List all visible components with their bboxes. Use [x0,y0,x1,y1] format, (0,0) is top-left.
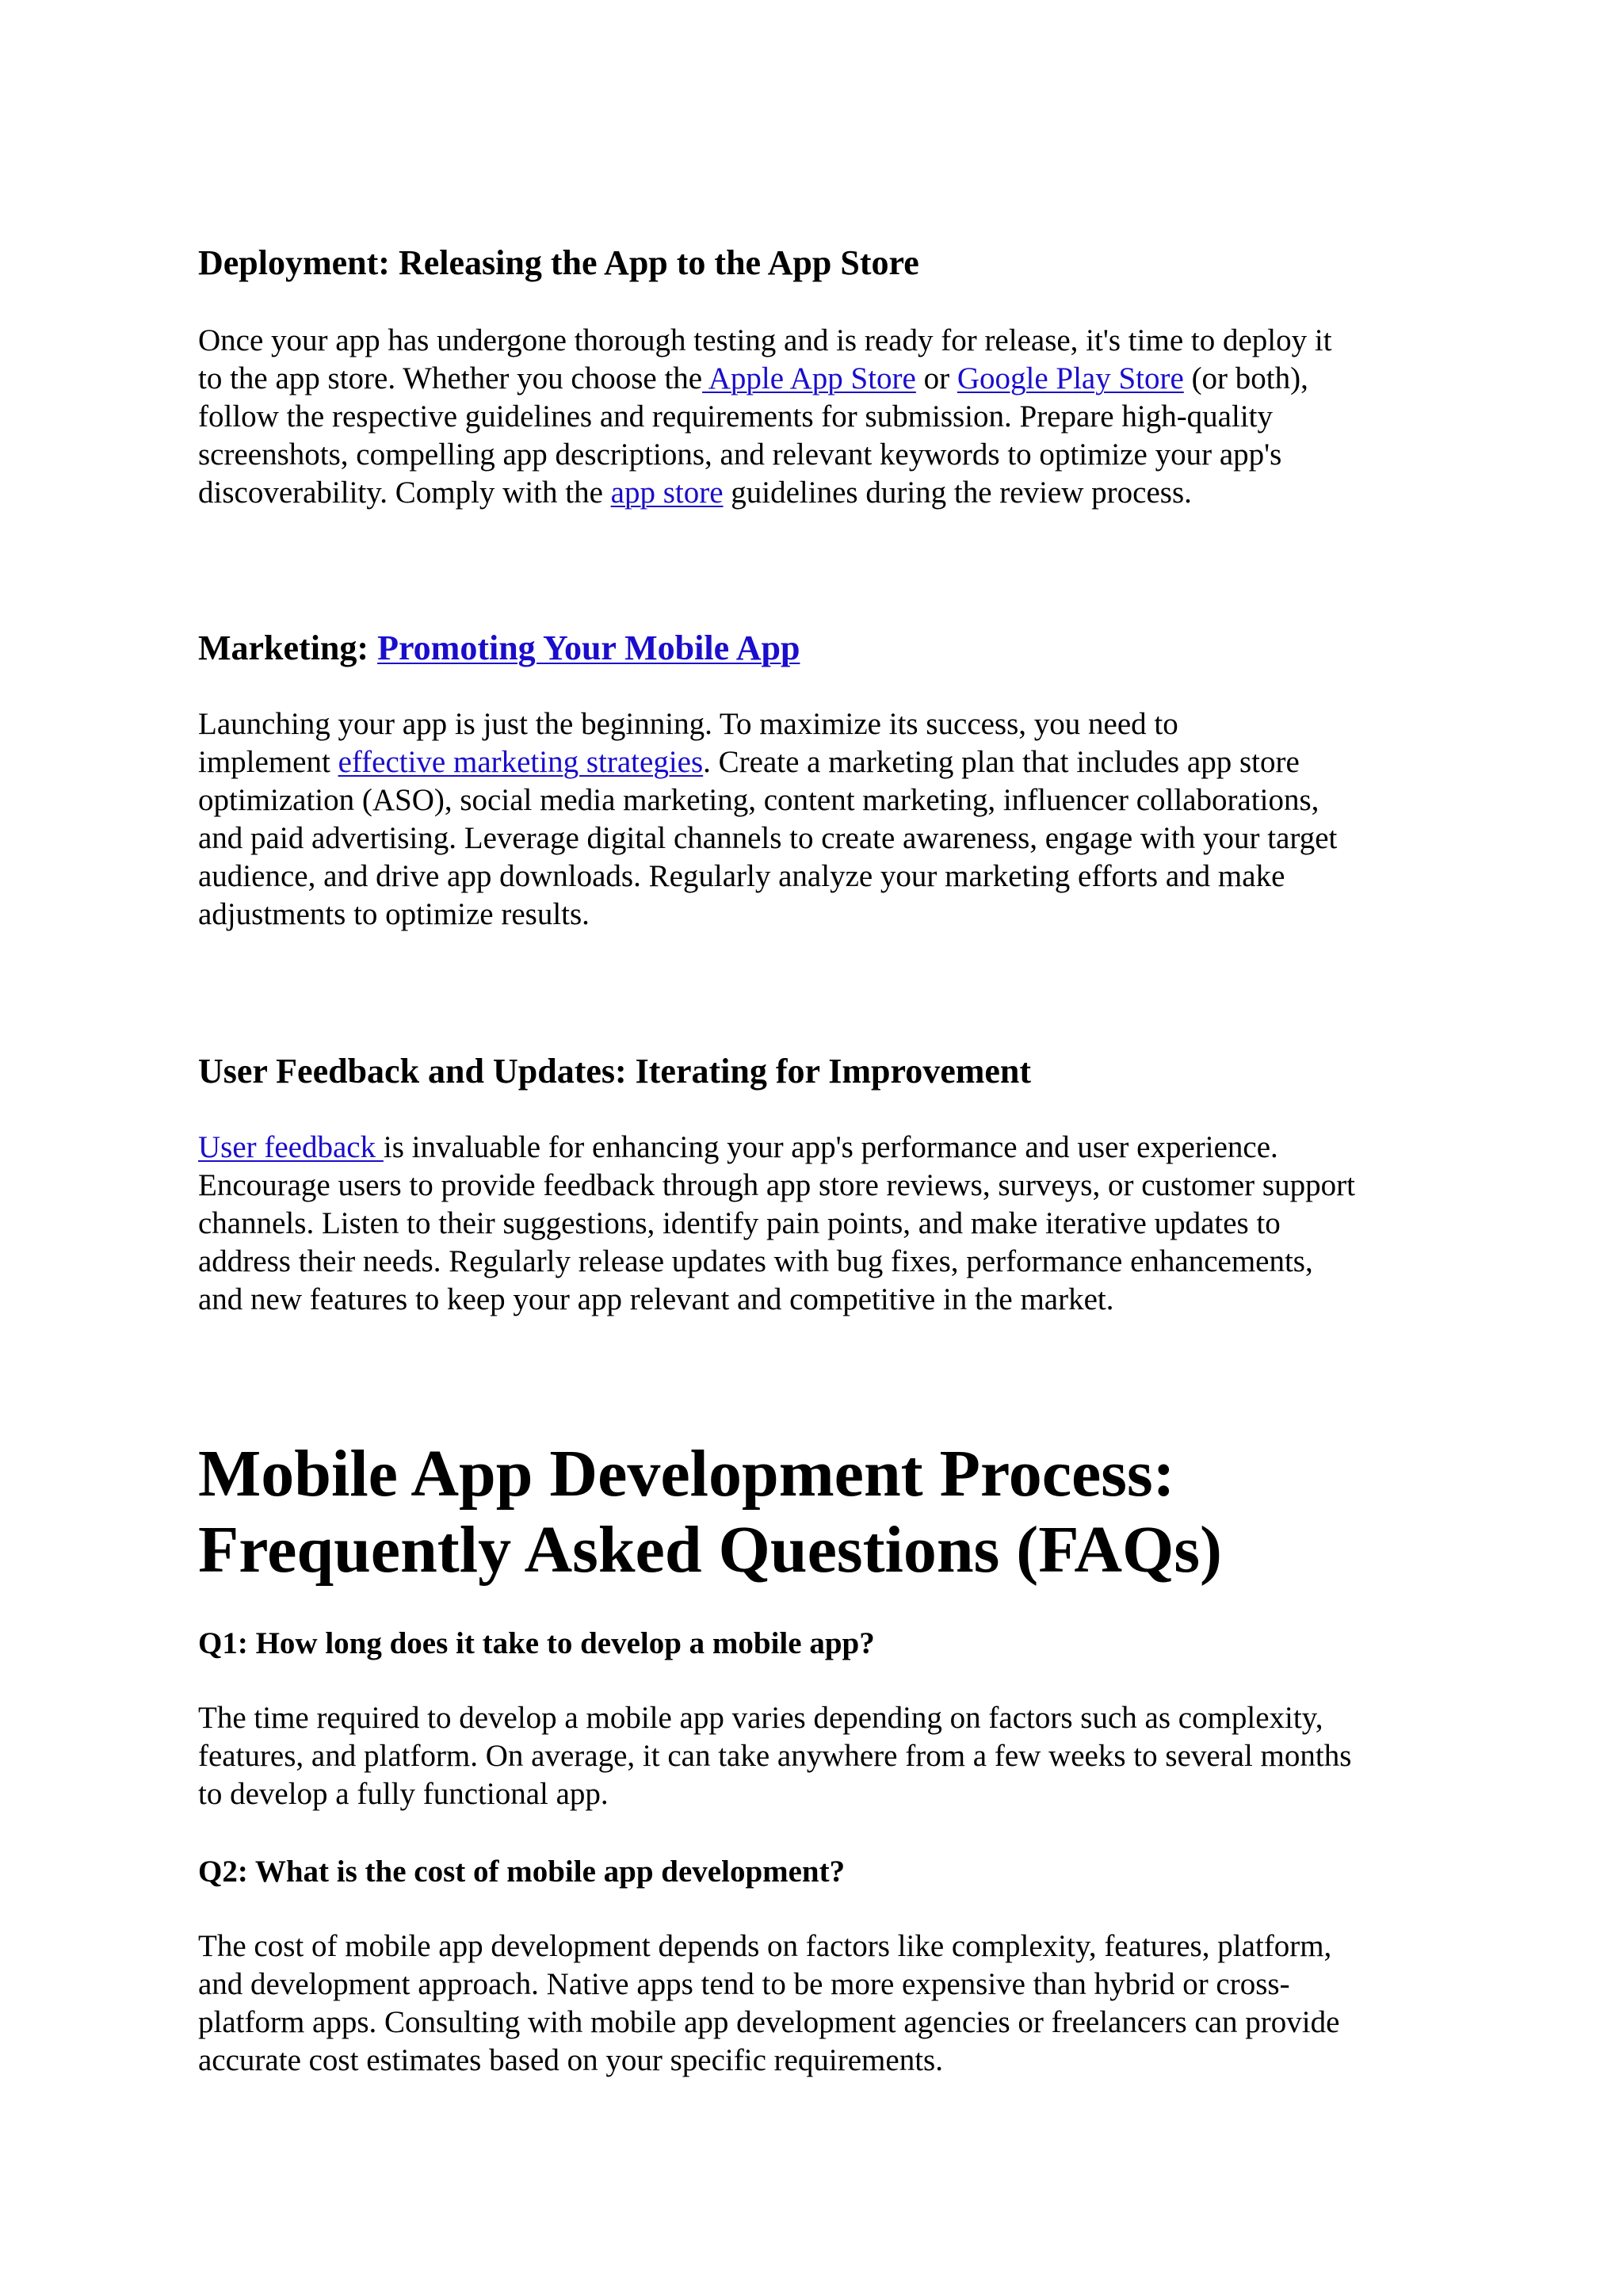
faq-answer-1 [198,1699,1351,1813]
marketing-line-1: Launching your app is just the beginning. To maximize its success, you need to [198,707,1178,741]
faq-answer-2-line-3: platform apps. Consulting with mobile app development agencies or freelancers can provide [198,2005,1340,2039]
feedback-line-4: address their needs. Regularly release updates with bug fixes, performance enhancements, [198,1244,1313,1278]
deployment-line-5-text-b: guidelines during the review process. [723,476,1192,510]
faq-question-2: Q2: What is the cost of mobile app development? [198,1855,846,1889]
faq-answer-2-line-1: The cost of mobile app development depends on factors like complexity, features, platform, [198,1929,1332,1963]
faq-question-1: Q1: How long does it take to develop a mobile app? [198,1626,875,1660]
deployment-line-2-text-c: (or both), [1183,361,1308,395]
feedback-line-3: channels. Listen to their suggestions, identify pain points, and make iterative updates to [198,1206,1281,1240]
marketing-line-3: optimization (ASO), social media marketing, content marketing, influencer collaborations, [198,783,1319,817]
deployment-line-5-text-a: discoverability. Comply with the [198,476,611,510]
marketing-line-5: audience, and drive app downloads. Regularly analyze your marketing efforts and make [198,859,1285,893]
deployment-line-2-text-b: or [915,361,957,395]
deployment-line-3: follow the respective guidelines and requirements for submission. Prepare high-quality [198,399,1273,434]
marketing-heading-prefix: Marketing: [198,628,378,667]
apple-app-store-link[interactable]: Apple App Store [702,361,916,395]
marketing-line-2-text-b: . Create a marketing plan that includes app store [703,745,1300,779]
deployment-line-1: Once your app has undergone thorough testing and is ready for release, it's time to deploy it [198,323,1332,357]
faq-title-line-2: Frequently Asked Questions (FAQs) [198,1513,1222,1587]
deployment-heading: Deployment: Releasing the App to the App Store [198,243,919,282]
marketing-paragraph [198,705,1337,934]
effective-marketing-strategies-link[interactable]: effective marketing strategies [338,745,704,779]
feedback-paragraph [198,1129,1355,1319]
faq-answer-2 [198,1927,1339,2080]
feedback-line-2: Encourage users to provide feedback through app store reviews, surveys, or customer support [198,1168,1355,1202]
faq-answer-1-line-3: to develop a fully functional app. [198,1777,609,1811]
marketing-line-4: and paid advertising. Leverage digital channels to create awareness, engage with your target [198,821,1338,855]
faq-answer-1-line-1: The time required to develop a mobile app varies depending on factors such as complexity, [198,1701,1323,1735]
faq-title-line-1: Mobile App Development Process: [198,1437,1175,1511]
marketing-heading [198,628,800,669]
marketing-line-6: adjustments to optimize results. [198,897,590,931]
faq-answer-2-line-4: accurate cost estimates based on your specific requirements. [198,2043,943,2077]
marketing-line-2 [198,743,1337,781]
feedback-line-1 [198,1129,1355,1167]
promoting-your-mobile-app-link[interactable]: Promoting Your Mobile App [377,628,800,667]
app-store-link[interactable]: app store [610,476,724,510]
faq-answer-1-line-2: features, and platform. On average, it can take anywhere from a few weeks to several months [198,1739,1352,1773]
faq-answer-2-line-2: and development approach. Native apps tend to be more expensive than hybrid or cross- [198,1967,1290,2001]
deployment-line-4: screenshots, compelling app descriptions, and relevant keywords to optimize your app's [198,437,1282,472]
feedback-line-5: and new features to keep your app relevant and competitive in the market. [198,1282,1114,1316]
deployment-line-5 [198,474,1332,512]
google-play-store-link[interactable]: Google Play Store [957,361,1184,395]
deployment-line-2-text-a: to the app store. Whether you choose the [198,361,703,395]
deployment-paragraph [198,322,1332,512]
marketing-line-2-text-a: implement [198,745,338,779]
user-feedback-link[interactable]: User feedback [198,1130,384,1164]
feedback-line-1-text-b: is invaluable for enhancing your app's performance and user experience. [383,1130,1278,1164]
deployment-line-2 [198,360,1332,398]
feedback-heading: User Feedback and Updates: Iterating for Improvement [198,1052,1032,1091]
faq-title [198,1436,1222,1588]
